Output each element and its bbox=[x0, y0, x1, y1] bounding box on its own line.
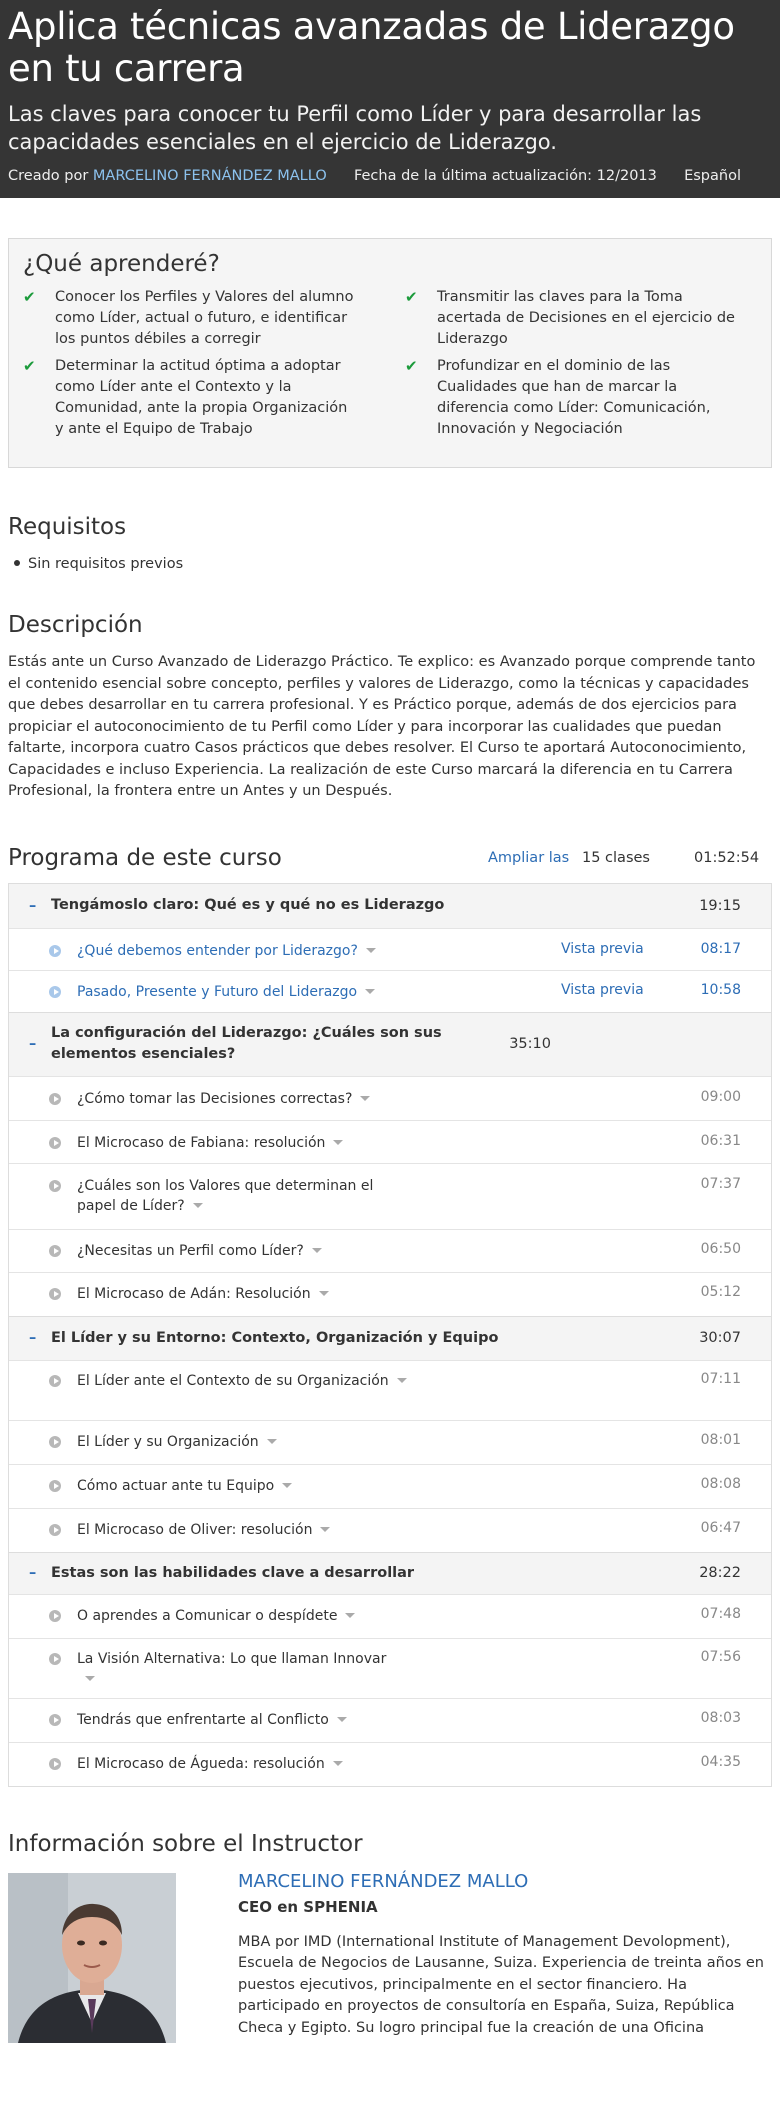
course-title: Aplica técnicas avanzadas de Liderazgo en tu carrera bbox=[8, 5, 735, 90]
chapter-header[interactable]: – Tengámoslo claro: Qué es y qué no es Liderazgo 19:15 bbox=[9, 884, 771, 928]
lecture-count: 15 clases bbox=[582, 849, 650, 866]
chevron-down-icon[interactable] bbox=[193, 1203, 203, 1208]
instructor-title: Información sobre el Instructor bbox=[8, 1830, 363, 1857]
author-link[interactable]: MARCELINO FERNÁNDEZ MALLO bbox=[92, 168, 327, 184]
lecture-row[interactable]: Tendrás que enfrentarte al Conflicto 08:03 bbox=[9, 1698, 771, 1742]
collapse-icon: – bbox=[29, 897, 37, 914]
total-duration: 01:52:54 bbox=[694, 849, 760, 866]
instructor-role: CEO en SPHENIA bbox=[238, 1897, 378, 1916]
course-language: Español bbox=[684, 168, 741, 184]
play-icon bbox=[49, 1137, 61, 1149]
chevron-down-icon[interactable] bbox=[397, 1378, 407, 1383]
chevron-down-icon[interactable] bbox=[366, 948, 376, 953]
curriculum-title: Programa de este curso bbox=[8, 844, 282, 871]
lecture-row[interactable]: Cómo actuar ante tu Equipo 08:08 bbox=[9, 1464, 771, 1508]
play-icon bbox=[49, 1524, 61, 1536]
instructor-section bbox=[8, 1831, 772, 2043]
instructor-photo bbox=[8, 1873, 176, 2043]
lecture-row[interactable]: ¿Qué debemos entender por Liderazgo? Vista previa 08:17 bbox=[9, 928, 771, 970]
play-icon bbox=[49, 1610, 61, 1622]
expand-all-button[interactable]: Ampliar las bbox=[488, 849, 570, 866]
lecture-row[interactable]: El Microcaso de Oliver: resolución 06:47 bbox=[9, 1508, 771, 1552]
chevron-down-icon[interactable] bbox=[333, 1761, 343, 1766]
play-icon bbox=[49, 1714, 61, 1726]
chapter-header[interactable]: – El Líder y su Entorno: Contexto, Organización y Equipo 30:07 bbox=[9, 1316, 771, 1360]
check-icon: ✔ bbox=[23, 357, 36, 375]
learn-item: ✔ Determinar la actitud óptima a adoptar como Líder ante el Contexto y la Comunidad, ante la propia Organización y ante el Equipo de Trabajo bbox=[23, 356, 375, 440]
learn-item: ✔ Profundizar en el dominio de las Cualidades que han de marcar la diferencia como Líder: Comunicación, Innovación y Negociación bbox=[405, 356, 757, 440]
lecture-row[interactable]: El Microcaso de Águeda: resolución 04:35 bbox=[9, 1742, 771, 1786]
bullet-icon bbox=[14, 560, 20, 566]
chevron-down-icon[interactable] bbox=[282, 1483, 292, 1488]
curriculum-list bbox=[8, 883, 772, 1787]
preview-link[interactable]: Vista previa bbox=[561, 940, 644, 957]
play-icon bbox=[49, 1180, 61, 1192]
learn-item: ✔ Conocer los Perfiles y Valores del alumno como Líder, actual o futuro, e identificar los puntos débiles a corregir bbox=[23, 287, 375, 350]
instructor-portrait-image bbox=[8, 1873, 176, 2043]
play-icon bbox=[49, 1436, 61, 1448]
play-icon bbox=[49, 1288, 61, 1300]
what-you-will-learn bbox=[8, 238, 772, 468]
play-icon bbox=[49, 1375, 61, 1387]
check-icon: ✔ bbox=[405, 357, 418, 375]
play-icon bbox=[49, 945, 61, 957]
chevron-down-icon[interactable] bbox=[360, 1096, 370, 1101]
check-icon: ✔ bbox=[405, 288, 418, 306]
course-subtitle: Las claves para conocer tu Perfil como Líder y para desarrollar las capacidades esenciales en el ejercicio de Liderazgo. bbox=[8, 102, 702, 154]
preview-link[interactable]: Vista previa bbox=[561, 981, 644, 998]
chevron-down-icon[interactable] bbox=[333, 1140, 343, 1145]
lecture-row[interactable]: El Líder y su Organización 08:01 bbox=[9, 1420, 771, 1464]
requirements-title: Requisitos bbox=[8, 514, 127, 540]
chevron-down-icon[interactable] bbox=[312, 1248, 322, 1253]
course-meta bbox=[8, 168, 772, 184]
chevron-down-icon[interactable] bbox=[365, 989, 375, 994]
collapse-icon: – bbox=[29, 1330, 37, 1346]
learn-title: ¿Qué aprenderé? bbox=[23, 251, 220, 277]
chevron-down-icon[interactable] bbox=[337, 1717, 347, 1722]
chevron-down-icon[interactable] bbox=[320, 1527, 330, 1532]
created-by-label: Creado por bbox=[8, 168, 89, 184]
play-icon bbox=[49, 1093, 61, 1105]
curriculum-section bbox=[8, 839, 772, 1787]
description-text: Estás ante un Curso Avanzado de Liderazgo Práctico. Te explico: es Avanzado porque comprende tanto el contenido esencial sobre concepto, perfiles y valores de Liderazgo, como la técnicas y capacidades que debes desarrollar en tu carrera profesional. Y es Práctico porque, además de dos ejercicios para propiciar el autoconocimiento de tu Perfil como Líder y para incorporar las cualidades que puedan faltarte, incorpora cuatro Casos prácticos que debes resolver. El Curso te aportará Autoconocimiento, Capacidades e incluso Experiencia. La realización de este Curso marcará la diferencia en tu Carrera Profesional, la frontera entre un Antes y un Después. bbox=[8, 654, 756, 799]
play-icon bbox=[49, 1245, 61, 1257]
lecture-row[interactable]: La Visión Alternativa: Lo que llaman Innovar 07:56 bbox=[9, 1638, 771, 1698]
chevron-down-icon[interactable] bbox=[319, 1291, 329, 1296]
lecture-row[interactable]: El Microcaso de Fabiana: resolución 06:31 bbox=[9, 1120, 771, 1163]
lecture-row[interactable]: El Líder ante el Contexto de su Organización 07:11 bbox=[9, 1360, 771, 1420]
chapter-header[interactable]: – La configuración del Liderazgo: ¿Cuáles son sus elementos esenciales? 35:10 bbox=[9, 1012, 771, 1076]
lecture-row[interactable]: Pasado, Presente y Futuro del Liderazgo Vista previa 10:58 bbox=[9, 970, 771, 1012]
chevron-down-icon[interactable] bbox=[85, 1676, 95, 1681]
collapse-icon: – bbox=[29, 1565, 37, 1581]
course-header bbox=[0, 0, 780, 198]
collapse-icon: – bbox=[29, 1036, 37, 1052]
lecture-row[interactable]: O aprendes a Comunicar o despídete 07:48 bbox=[9, 1594, 771, 1638]
lecture-row[interactable]: ¿Cuáles son los Valores que determinan el papel de Líder? 07:37 bbox=[9, 1163, 771, 1229]
lecture-row[interactable]: ¿Necesitas un Perfil como Líder? 06:50 bbox=[9, 1229, 771, 1272]
last-updated: Fecha de la última actualización: 12/2013 bbox=[353, 168, 657, 184]
play-icon bbox=[49, 986, 61, 998]
requirement-item: Sin requisitos previos bbox=[8, 556, 772, 572]
learn-item: ✔ Transmitir las claves para la Toma acertada de Decisiones en el ejercicio de Liderazgo bbox=[405, 287, 757, 350]
chapter-header[interactable]: – Estas son las habilidades clave a desarrollar 28:22 bbox=[9, 1552, 771, 1594]
description-title: Descripción bbox=[8, 612, 143, 638]
instructor-bio: MBA por IMD (International Institute of Management Devolopment), Escuela de Negocios de Lausanne, Suiza. Experiencia de treinta años en puestos ejecutivos, principalmente en el sector financiero. Ha participado en proyectos de consultoría en España, Suiza, República Checa y Egipto. Su logro principal fue la creación de una Oficina bbox=[238, 1933, 764, 2036]
description-section bbox=[8, 612, 772, 803]
play-icon bbox=[49, 1480, 61, 1492]
lecture-row[interactable]: ¿Cómo tomar las Decisiones correctas? 09:00 bbox=[9, 1076, 771, 1120]
lecture-row[interactable]: El Microcaso de Adán: Resolución 05:12 bbox=[9, 1272, 771, 1316]
requirements-section bbox=[8, 514, 772, 572]
chevron-down-icon[interactable] bbox=[267, 1439, 277, 1444]
instructor-name-link[interactable]: MARCELINO FERNÁNDEZ MALLO bbox=[238, 1870, 529, 1892]
play-icon bbox=[49, 1653, 61, 1665]
check-icon: ✔ bbox=[23, 288, 36, 306]
chevron-down-icon[interactable] bbox=[345, 1613, 355, 1618]
play-icon bbox=[49, 1758, 61, 1770]
